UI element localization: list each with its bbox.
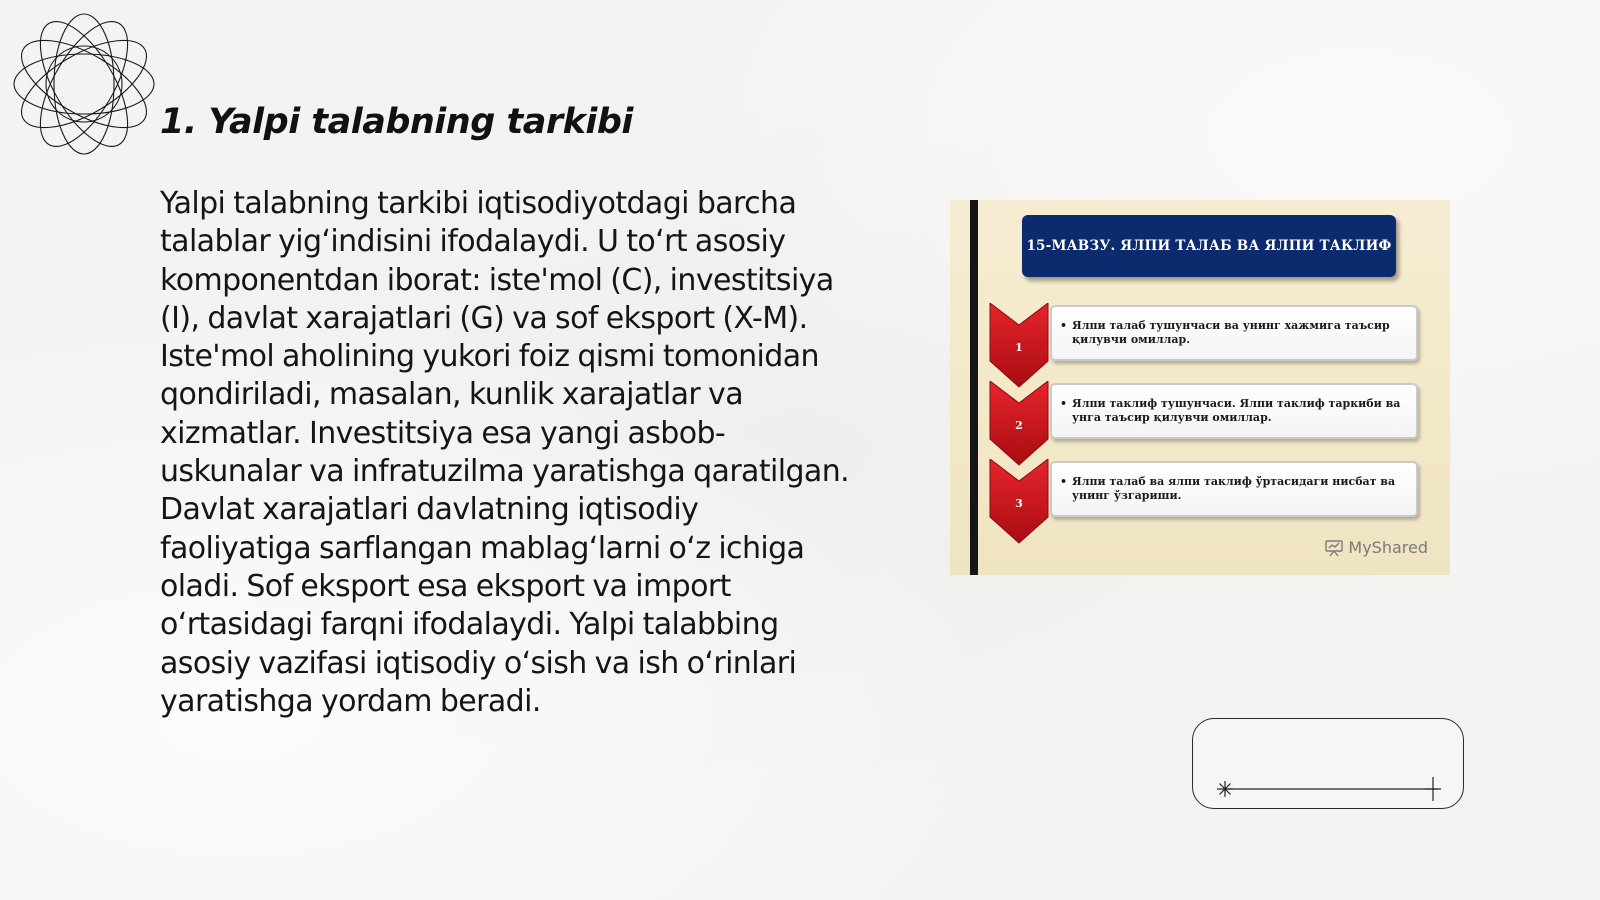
topic-title-banner: 15-МАВЗУ. ЯЛПИ ТАЛАБ ВА ЯЛПИ ТАКЛИФ xyxy=(1022,215,1396,277)
watermark-text: MyShared xyxy=(1348,538,1428,557)
presentation-board-icon xyxy=(1324,539,1344,557)
slide-title: 1. Yalpi talabning tarkibi xyxy=(160,102,633,142)
item-text: • Ялпи талаб ва ялпи таклиф ўртасидаги нисбат ва унинг ўзгариши. xyxy=(1050,461,1418,517)
myshared-watermark xyxy=(1324,538,1428,557)
item-text: • Ялпи талаб тушунчаси ва унинг хажмига таъсир қилувчи омиллар. xyxy=(1050,305,1418,361)
item-number: 1 xyxy=(1015,341,1023,354)
item-number: 3 xyxy=(1015,497,1023,510)
decorative-frame xyxy=(1192,718,1464,809)
orbital-rings-icon xyxy=(10,10,158,158)
item-number: 2 xyxy=(1015,419,1023,432)
topic-item-1 xyxy=(988,303,1418,383)
embedded-slide-image xyxy=(950,200,1450,575)
topic-item-2 xyxy=(988,381,1418,461)
slide-body-text: Yalpi talabning tarkibi iqtisodiyotdagi barcha talablar yigʻindisini ifodalaydi. U toʻrt asosiy komponentdan iborat: iste'mol (C), investitsiya (I), davlat xarajatlari (G) va sof eksport (X-M). Iste'mol aholining yukori foiz qismi tomonidan qondiriladi, masalan, kunlik xarajatlar va xizmatlar. Investitsiya esa yangi asbob-uskunalar va infratuzilma yaratishga qaratilgan. Davlat xarajatlari davlatning iqtisodiy faoliyatiga sarflangan mablagʻlarni oʻz ichiga oladi. Sof eksport esa eksport va import oʻrtasidagi farqni ifodalaydi. Yalpi talabbing asosiy vazifasi iqtisodiy oʻsish va ish oʻrinlari yaratishga yordam beradi. xyxy=(160,186,850,719)
star-line-divider-icon xyxy=(1193,719,1465,810)
item-text: • Ялпи таклиф тушунчаси. Ялпи таклиф таркиби ва унга таъсир қилувчи омиллар. xyxy=(1050,383,1418,439)
topic-item-3 xyxy=(988,459,1418,539)
image-left-bar xyxy=(970,200,978,575)
